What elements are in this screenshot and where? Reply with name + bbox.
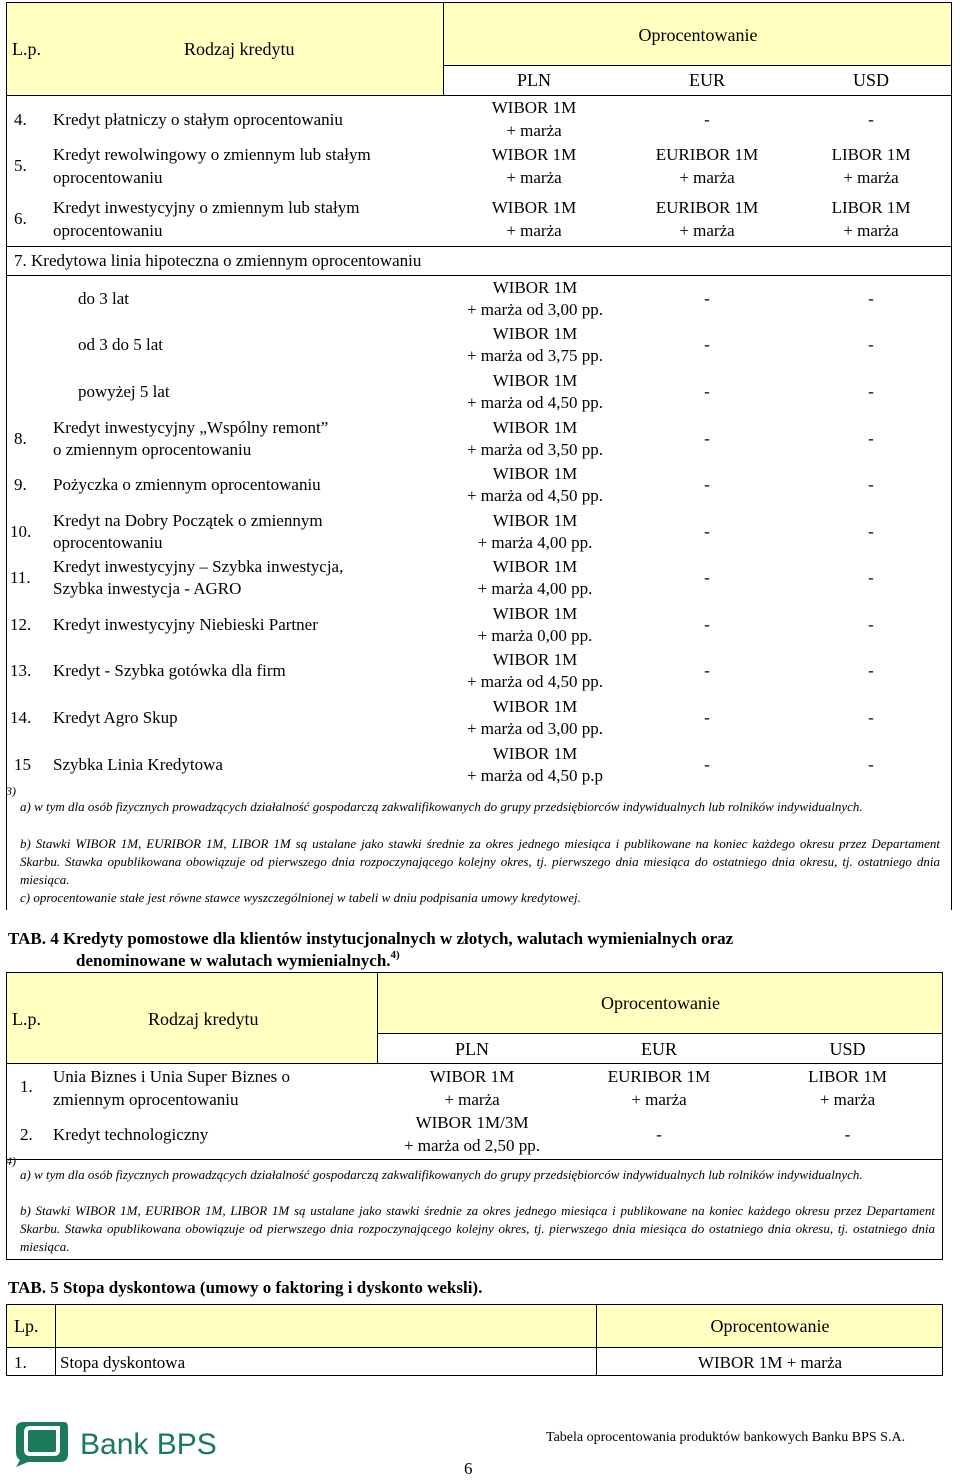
- tab4-header-type: Rodzaj kredytu: [148, 1009, 259, 1029]
- row-label-cont: Szybka inwestycja - AGRO: [53, 579, 242, 598]
- eur-rate: -: [704, 522, 710, 541]
- usd-rate: -: [868, 661, 874, 680]
- usd-rate: -: [868, 475, 874, 494]
- table3-header-type: Rodzaj kredytu: [184, 39, 295, 59]
- note4-mark: 4): [6, 1154, 16, 1168]
- eur-rate: -: [704, 475, 710, 494]
- row-label: Kredyt inwestycyjny „Wspólny remont”: [53, 418, 329, 437]
- table3-header-rate-label: Oprocentowanie: [638, 25, 758, 45]
- tab4-title-line2: denominowane w walutach wymienialnych.: [76, 951, 391, 970]
- eur-rate: -: [704, 382, 710, 401]
- eur-rate: -: [704, 615, 710, 634]
- pln-rate: WIBOR 1M: [492, 278, 578, 297]
- usd-rate: -: [868, 568, 874, 587]
- tab4-header-rate-label: Oprocentowanie: [601, 993, 720, 1013]
- pln-rate: WIBOR 1M: [491, 98, 577, 117]
- row-label: powyżej 5 lat: [78, 382, 170, 401]
- note4-b: b) Stawki WIBOR 1M, EURIBOR 1M, LIBOR 1M są ustalane jako stawki średnie za okres jednego miesiąca i publikowane na koniec każdego okresu przez Departament Skarbu. Stawka opublikowana obowiązuje od pierwszego dnia rozpoczynającego kolejny okres, tj. pierwszego dnia miesiąca do ostatniego dnia okresu, tj. ostatniego dnia miesiąca.: [20, 1203, 935, 1254]
- usd-rate: LIBOR 1M: [831, 145, 911, 164]
- tab4-header-usd: USD: [829, 1039, 866, 1059]
- pln-rate: WIBOR 1M: [492, 464, 578, 483]
- pln-margin: + marża od 4,50 pp.: [466, 393, 604, 412]
- tab5-header-lp: Lp.: [14, 1316, 39, 1336]
- tab4-title-line2-wrap: [76, 950, 400, 974]
- pln-margin: + marża: [506, 221, 562, 240]
- usd-rate: LIBOR 1M: [831, 198, 911, 217]
- row7-label: 7. Kredytowa linia hipoteczna o zmiennym oprocentowaniu: [14, 251, 422, 270]
- note4-a: a) w tym dla osób fizycznych prowadzących działalność gospodarczą zakwalifikowanych do grupy przedsiębiorców indywidualnych lub rolników indywidualnych.: [20, 1167, 863, 1182]
- row-label: do 3 lat: [78, 289, 129, 308]
- pln-rate: WIBOR 1M: [492, 418, 578, 437]
- document-title: Tabela oprocentowania produktów bankowych Banku BPS S.A.: [546, 1430, 906, 1445]
- discount-rate: WIBOR 1M + marża: [697, 1353, 843, 1372]
- tab4-title-sup: 4): [390, 949, 400, 961]
- row-label: od 3 do 5 lat: [78, 335, 163, 354]
- eur-margin: + marża: [631, 1090, 687, 1109]
- row-label-cont: oprocentowaniu: [53, 533, 163, 552]
- tab4-title: [8, 928, 733, 950]
- eur-rate: -: [704, 110, 710, 129]
- note3-mark: 3): [6, 784, 16, 798]
- pln-rate: WIBOR 1M: [429, 1067, 515, 1086]
- bank-brand-name: Bank BPS: [80, 1428, 217, 1461]
- pln-rate: WIBOR 1M: [492, 744, 578, 763]
- usd-margin: + marża: [843, 221, 899, 240]
- row-number: 6.: [14, 209, 27, 228]
- row-label: Kredyt technologiczny: [53, 1125, 209, 1144]
- eur-rate: EURIBOR 1M: [655, 198, 759, 217]
- pln-rate: WIBOR 1M: [492, 324, 578, 343]
- pln-margin: + marża od 3,50 pp.: [466, 440, 604, 459]
- pln-margin: + marża od 3,75 pp.: [466, 346, 604, 365]
- eur-rate: -: [704, 755, 710, 774]
- pln-margin: + marża 4,00 pp.: [477, 533, 593, 552]
- row-label-cont: oprocentowaniu: [53, 221, 163, 240]
- row-label: Unia Biznes i Unia Super Biznes o: [53, 1067, 291, 1086]
- bank-logo-icon: [10, 1420, 70, 1468]
- pln-rate: WIBOR 1M: [492, 604, 578, 623]
- usd-rate: -: [868, 289, 874, 308]
- page-number: 6: [464, 1459, 473, 1478]
- row-label: Kredyt inwestycyjny – Szybka inwestycja,: [53, 557, 344, 576]
- pln-margin: + marża: [444, 1090, 500, 1109]
- row-number: 13.: [10, 661, 32, 680]
- row-number: 2.: [20, 1125, 33, 1144]
- pln-margin: + marża od 4,50 p.p: [466, 766, 604, 785]
- row-label: Kredyt inwestycyjny o zmiennym lub stałym: [53, 198, 360, 217]
- row-number: 9.: [14, 475, 27, 494]
- row-number: 14.: [10, 708, 32, 727]
- tab4-header-eur: EUR: [641, 1039, 677, 1059]
- usd-rate: LIBOR 1M: [808, 1067, 887, 1086]
- row-number: 1.: [20, 1077, 33, 1096]
- pln-rate: WIBOR 1M: [491, 145, 577, 164]
- note3-c: c) oprocentowanie stałe jest równe stawce wyszczególnionej w tabeli w dniu podpisania umowy kredytowej.: [20, 890, 581, 905]
- pln-margin: + marża 4,00 pp.: [477, 579, 593, 598]
- eur-margin: + marża: [679, 168, 735, 187]
- row-number: 8.: [14, 429, 27, 448]
- row-label: Kredyt inwestycyjny Niebieski Partner: [53, 615, 318, 634]
- row-number: 4.: [14, 110, 27, 129]
- eur-rate: -: [704, 289, 710, 308]
- usd-margin: + marża: [843, 168, 899, 187]
- row-number: 12.: [10, 615, 32, 634]
- pln-margin: + marża od 4,50 pp.: [466, 486, 604, 505]
- usd-rate: -: [868, 382, 874, 401]
- usd-rate: -: [868, 335, 874, 354]
- usd-rate: -: [868, 110, 874, 129]
- pln-rate: WIBOR 1M/3M: [415, 1113, 529, 1132]
- eur-rate: -: [704, 335, 710, 354]
- row-label-cont: o zmiennym oprocentowaniu: [53, 440, 252, 459]
- tab4-title-line1: TAB. 4 Kredyty pomostowe dla klientów instytucjonalnych w złotych, walutach wymienialnych oraz: [8, 929, 734, 948]
- pln-rate: WIBOR 1M: [492, 511, 578, 530]
- row-number: 5.: [14, 156, 27, 175]
- row-label: Stopa dyskontowa: [60, 1353, 186, 1372]
- usd-rate: -: [868, 708, 874, 727]
- eur-rate: -: [704, 661, 710, 680]
- note3-a: a) w tym dla osób fizycznych prowadzących działalność gospodarczą zakwalifikowanych do grupy przedsiębiorców indywidualnych lub rolników indywidualnych.: [20, 799, 863, 814]
- row-number: 10.: [10, 522, 32, 541]
- eur-margin: + marża: [679, 221, 735, 240]
- pln-margin: + marża od 4,50 pp.: [466, 672, 604, 691]
- usd-rate: -: [844, 1125, 851, 1144]
- pln-margin: + marża: [506, 121, 562, 140]
- note3-b: b) Stawki WIBOR 1M, EURIBOR 1M, LIBOR 1M są ustalane jako stawki średnie za okres jednego miesiąca i publikowane na koniec każdego okresu przez Departament Skarbu. Stawka opublikowana obowiązuje od pierwszego dnia rozpoczynającego kolejny okres, tj. pierwszego dnia miesiąca do ostatniego dnia okresu, tj. ostatniego dnia miesiąca.: [20, 836, 940, 887]
- pln-margin: + marża 0,00 pp.: [477, 626, 593, 645]
- pln-margin: + marża od 2,50 pp.: [403, 1136, 541, 1155]
- tab4-header-pln: PLN: [454, 1039, 489, 1059]
- row-number: 11.: [10, 568, 31, 587]
- usd-margin: + marża: [819, 1090, 876, 1109]
- eur-rate: -: [704, 568, 710, 587]
- pln-margin: + marża: [506, 168, 562, 187]
- eur-rate: -: [656, 1125, 662, 1144]
- row-label: Kredyt rewolwingowy o zmiennym lub stałym: [53, 145, 371, 164]
- row-number: 1.: [14, 1353, 27, 1372]
- table3-header-lp: L.p.: [12, 39, 41, 59]
- row-label-cont: oprocentowaniu: [53, 168, 163, 187]
- row-label: Szybka Linia Kredytowa: [53, 755, 223, 774]
- tab4-header-lp: L.p.: [12, 1009, 41, 1029]
- row-label: Pożyczka o zmiennym oprocentowaniu: [53, 475, 321, 494]
- eur-rate: EURIBOR 1M: [607, 1067, 711, 1086]
- row-number: 15: [14, 755, 31, 774]
- row-label-cont: zmiennym oprocentowaniu: [53, 1090, 239, 1109]
- pln-margin: + marża od 3,00 pp.: [466, 719, 604, 738]
- tab5-divider-1: [55, 1304, 56, 1376]
- tab5-header-rate: Oprocentowanie: [710, 1316, 830, 1336]
- row-label: Kredyt na Dobry Początek o zmiennym: [53, 511, 323, 530]
- eur-rate: EURIBOR 1M: [655, 145, 759, 164]
- pln-rate: WIBOR 1M: [492, 557, 578, 576]
- row-label: Kredyt Agro Skup: [53, 708, 178, 727]
- usd-rate: -: [868, 522, 874, 541]
- pln-rate: WIBOR 1M: [491, 198, 577, 217]
- row-label: Kredyt - Szybka gotówka dla firm: [53, 661, 286, 680]
- eur-rate: -: [704, 429, 710, 448]
- pln-margin: + marża od 3,00 pp.: [466, 300, 604, 319]
- tab5-title: TAB. 5 Stopa dyskontowa (umowy o faktoring i dyskonto weksli).: [8, 1278, 483, 1297]
- usd-rate: -: [868, 755, 874, 774]
- pln-rate: WIBOR 1M: [492, 650, 578, 669]
- table3-header-usd: USD: [852, 70, 889, 90]
- pln-rate: WIBOR 1M: [492, 371, 578, 390]
- row-label: Kredyt płatniczy o stałym oprocentowaniu: [53, 110, 343, 129]
- table3-header-eur: EUR: [689, 70, 725, 90]
- table3-header-pln: PLN: [516, 70, 551, 90]
- eur-rate: -: [704, 708, 710, 727]
- usd-rate: -: [868, 615, 874, 634]
- usd-rate: -: [868, 429, 874, 448]
- pln-rate: WIBOR 1M: [492, 697, 578, 716]
